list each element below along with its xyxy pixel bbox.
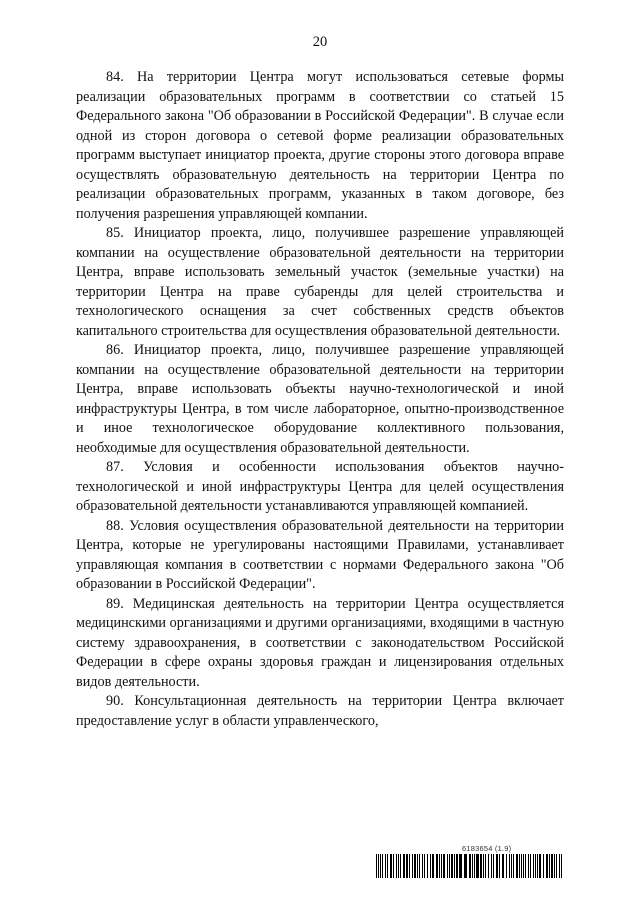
barcode-icon — [376, 854, 564, 878]
paragraph-85: 85. Инициатор проекта, лицо, получившее разрешение управляющей компании на осуществление образовательной деятельности на территории Центра, вправе использовать земельный участок (земельные участки) на территории Центра на праве субаренды для целей строительства и технологического оснащения за счет собственных средств объектов капитального строительства для осуществления образовательной деятельности. — [76, 225, 564, 339]
document-body — [76, 68, 564, 731]
paragraph-88: 88. Условия осуществления образовательной деятельности на территории Центра, которые не урегулированы настоящими Правилами, устанавливает управляющая компания в соответствии с нормами Федерального закона "Об образовании в Российской Федерации". — [76, 517, 564, 592]
page-number: 20 — [312, 34, 328, 50]
paragraph-89: 89. Медицинская деятельность на территории Центра осуществляется медицинскими организациями и другими организациями, входящими в частную систему здравоохранения, в соответствии с законодательством Российской Федерации в сфере охраны здоровья граждан и лицензирования отдельных видов деятельности. — [76, 595, 564, 690]
document-code: 6183654 (1.9) — [462, 844, 512, 853]
paragraph-90: 90. Консультационная деятельность на территории Центра включает предоставление услуг в области управленческого, — [76, 693, 564, 729]
paragraph-87: 87. Условия и особенности использования объектов научно-технологической и иной инфраструктуры Центра для целей осуществления образовательной деятельности устанавливаются управляющей компанией. — [76, 459, 564, 514]
paragraph-84: 84. На территории Центра могут использоваться сетевые формы реализации образовательных программ в соответствии со статьей 15 Федерального закона "Об образовании в Российской Федерации". В случае если одной из сторон договора о сетевой форме реализации образовательных программ выступает инициатор проекта, другие стороны этого договора вправе осуществлять образовательную деятельность на территории Центра по реализации образовательных программ, указанных в таком договоре, без получения разрешения управляющей компании. — [76, 69, 564, 222]
paragraph-86: 86. Инициатор проекта, лицо, получившее разрешение управляющей компании на осуществление образовательной деятельности на территории Центра, вправе использовать объекты научно-технологической и иной инфраструктуры Центра, в том числе лабораторное, опытно-производственное и иное технологическое оборудование коллективного пользования, необходимые для осуществления образовательной деятельности. — [76, 342, 564, 456]
